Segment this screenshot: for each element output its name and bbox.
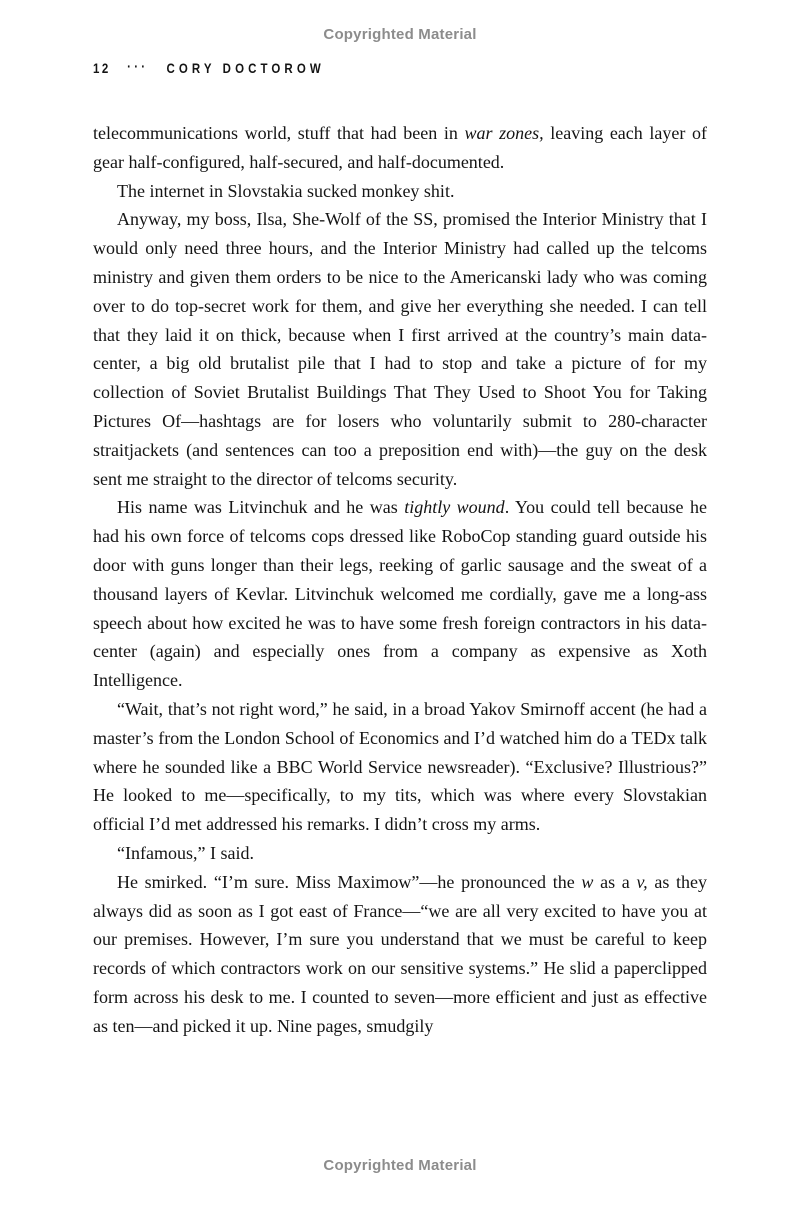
text-run: leaving each layer of gear half-configured, half-secured, and half-documented. bbox=[93, 123, 707, 172]
text-run: as a bbox=[593, 871, 637, 892]
text-run: “Wait, that’s not right word,” he said, in a broad Yakov Smirnoff accent (he had a master’s from the London School of Economics and I’d watched him do a TEDx talk where he sounded like a BBC World Service newsreader). “Exclusive? Illustrious?” He looked to me—specifically, to my tits, which was where every Slovstakian official I’d met addressed his remarks. I didn’t cross my arms. bbox=[93, 698, 707, 835]
italic-run: v, bbox=[636, 871, 648, 892]
italic-run: w bbox=[581, 871, 594, 892]
body-paragraph bbox=[93, 493, 707, 695]
copyright-notice-top: Copyrighted Material bbox=[323, 26, 477, 43]
text-run: Anyway, my boss, Ilsa, She-Wolf of the SS, promised the Interior Ministry that I would only need three hours, and the Interior Ministry had called up the telcoms ministry and given them orders to be nice to the Americanski lady who was coming over to do top-secret work for them, and give her everything she needed. I can tell that they laid it on thick, because when I first arrived at the country’s main data-center, a big old brutalist pile that I had to stop and take a picture of for my collection of Soviet Brutalist Buildings That They Used to Shoot You for Taking Pictures Of—hashtags are for losers who voluntarily submit to 280-character straitjackets (and sentences can too a preposition end with)—the guy on the desk sent me straight to the director of telcoms security. bbox=[93, 209, 707, 489]
body-text bbox=[93, 119, 707, 1041]
copyright-notice-bottom: Copyrighted Material bbox=[323, 1157, 477, 1174]
italic-run: war zones, bbox=[464, 123, 544, 143]
italic-run: tightly wound bbox=[404, 497, 505, 518]
text-run: He smirked. “I’m sure. Miss Maximow”—he pronounced the bbox=[117, 871, 582, 892]
text-run: . You could tell because he had his own force of telcoms cops dressed like RoboCop standing guard outside his door with guns longer than their legs, reeking of garlic sausage and the sweat of a thousand layers of Kevlar. Litvinchuk welcomed me cordially, gave me a long-ass speech about how excited he was to have some fresh foreign contractors in his data-center (again) and especially ones from a company as expensive as Xoth Intelligence. bbox=[93, 497, 707, 691]
text-run: as they always did as soon as I got east of France—“we are all very excited to have you at our premises. However, I’m sure you understand that we must be careful to keep records of which contractors work on our sensitive systems.” He slid a paperclipped form across his desk to me. I counted to seven—more efficient and just as effective as ten—and picked it up. Nine pages, smudgily bbox=[93, 871, 708, 1036]
body-paragraph bbox=[93, 177, 707, 206]
author-name: CORY DOCTOROW bbox=[166, 60, 325, 76]
body-paragraph bbox=[93, 868, 707, 1041]
body-paragraph bbox=[93, 695, 707, 839]
text-run: “Infamous,” I said. bbox=[117, 842, 254, 863]
body-paragraph bbox=[93, 839, 707, 868]
header-separator-dots: ··· bbox=[127, 58, 149, 74]
body-paragraph bbox=[93, 119, 707, 177]
running-header bbox=[93, 60, 376, 76]
text-run: The internet in Slovstakia sucked monkey shit. bbox=[117, 180, 455, 201]
body-paragraph bbox=[93, 205, 707, 493]
text-run: telecommunications world, stuff that had been in bbox=[93, 123, 465, 143]
page-number: 12 bbox=[93, 60, 111, 76]
text-run: His name was Litvinchuk and he was bbox=[117, 497, 405, 518]
